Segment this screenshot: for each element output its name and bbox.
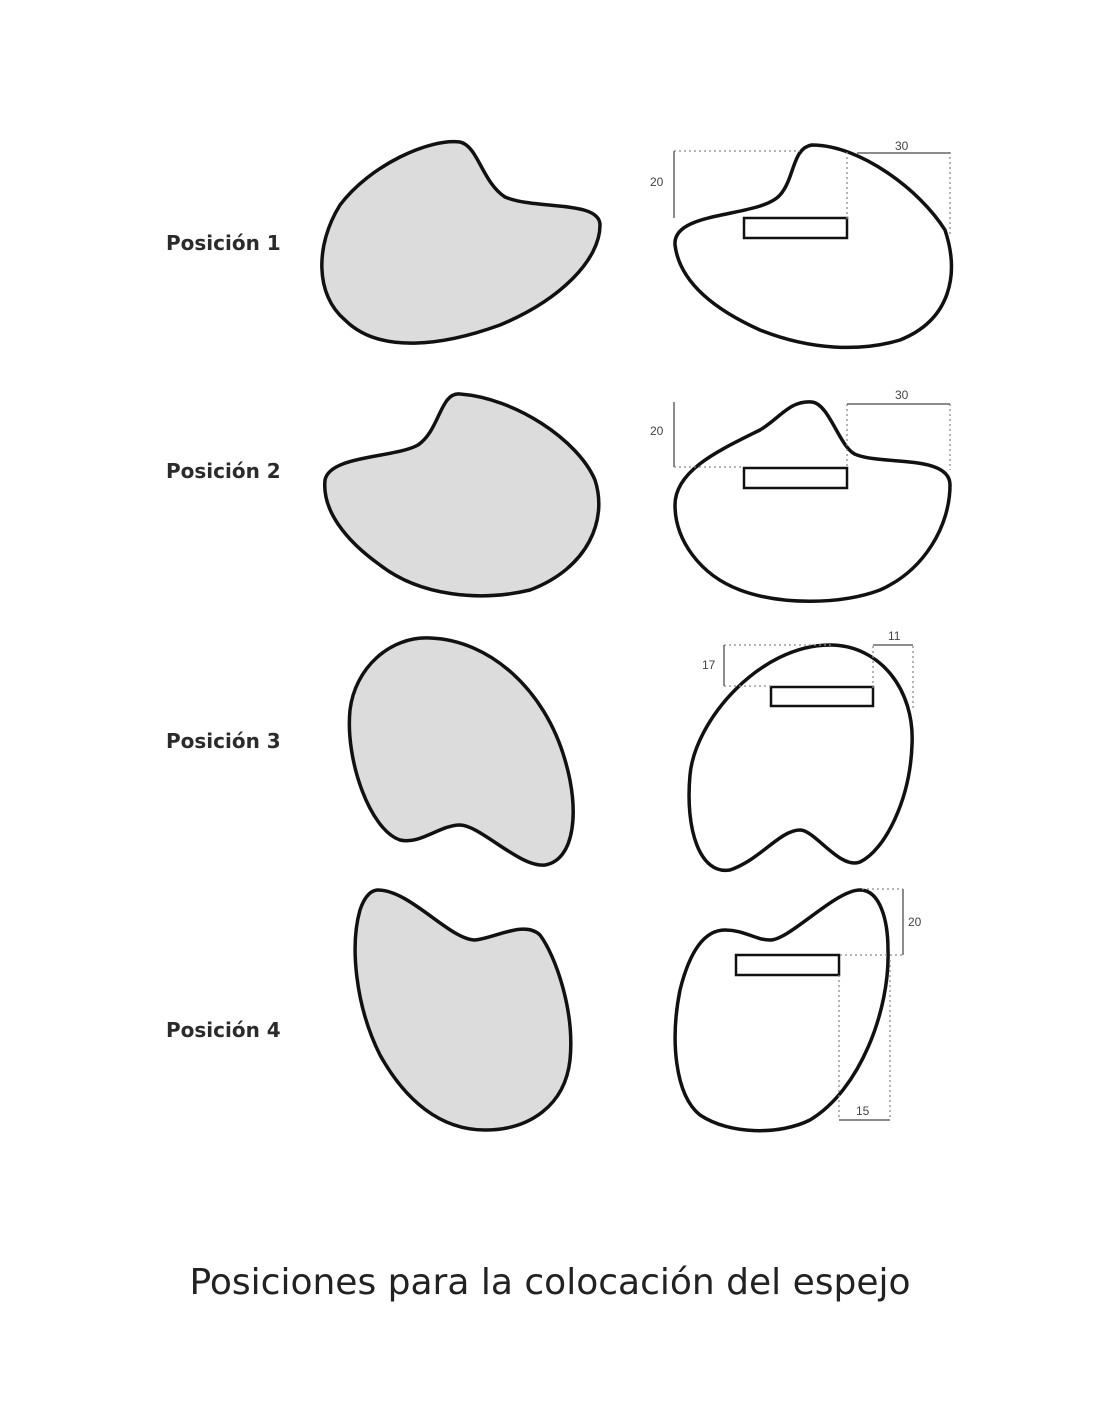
position-3-mirror <box>771 687 873 706</box>
position-4-outline-shape <box>675 890 888 1131</box>
position-1-shape <box>322 142 600 344</box>
position-2-mirror <box>744 468 847 488</box>
position-4-mirror <box>736 955 839 975</box>
position-3-row <box>166 629 913 870</box>
position-4-row <box>166 889 922 1131</box>
position-4-width-dim: 15 <box>856 1104 870 1118</box>
position-1-label: Posición 1 <box>166 231 281 255</box>
position-2-row <box>166 388 950 601</box>
position-4-height-dim: 20 <box>908 915 922 929</box>
position-2-height-dim: 20 <box>650 424 664 438</box>
position-1-row <box>166 139 951 347</box>
position-1-width-dim: 30 <box>895 139 909 153</box>
position-1-mirror <box>744 218 847 238</box>
position-4-label: Posición 4 <box>166 1018 281 1042</box>
position-2-shape <box>325 394 599 596</box>
position-1-height-dim: 20 <box>650 175 664 189</box>
caption: Posiciones para la colocación del espejo <box>189 1262 911 1303</box>
position-2-label: Posición 2 <box>166 459 281 483</box>
position-2-width-dim: 30 <box>895 388 909 402</box>
position-3-width-dim: 11 <box>888 629 901 643</box>
position-4-shape <box>355 890 571 1130</box>
position-3-outline-shape <box>689 645 912 870</box>
position-3-shape <box>349 638 573 865</box>
position-3-height-dim: 17 <box>702 658 716 672</box>
position-2-outline-shape <box>675 402 950 601</box>
position-3-label: Posición 3 <box>166 729 281 753</box>
position-1-outline-shape <box>675 145 951 347</box>
